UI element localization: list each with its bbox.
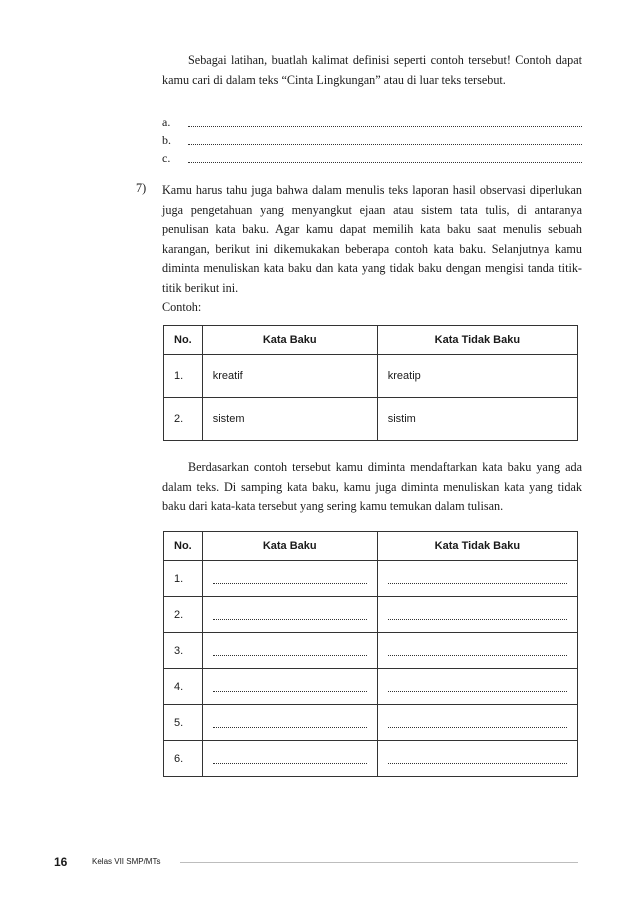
table-row bbox=[164, 705, 578, 741]
kata-tidak-baku-blank[interactable] bbox=[377, 633, 577, 669]
header-kata-baku: Kata Baku bbox=[202, 326, 377, 355]
instruction-text: Berdasarkan contoh tersebut kamu diminta mendaftarkan kata baku yang ada dalam teks. Di samping kata baku, kamu juga diminta menuliskan kata yang tidak baku dari kata-kata tersebut yang sering kamu temukan dalam tulisan. bbox=[162, 460, 582, 513]
answer-letter: b. bbox=[162, 133, 171, 147]
answer-line-a[interactable] bbox=[162, 115, 582, 133]
cell-no: 3. bbox=[164, 633, 203, 669]
dotted-blank bbox=[188, 144, 582, 145]
cell-no: 5. bbox=[164, 705, 203, 741]
header-kata-tidak-baku: Kata Tidak Baku bbox=[377, 532, 577, 561]
dotted-blank bbox=[213, 721, 367, 728]
dotted-blank bbox=[388, 721, 567, 728]
answer-letter: a. bbox=[162, 115, 171, 129]
table-row bbox=[164, 633, 578, 669]
instruction-paragraph bbox=[162, 458, 582, 517]
item7-paragraph bbox=[162, 181, 582, 318]
item7-text: Kamu harus tahu juga bahwa dalam menulis teks laporan hasil observasi diperlukan juga pengetahuan yang menyangkut ejaan atau sistem tata tulis, di antaranya penulisan kata baku. Agar kamu dapat memilih kata baku saat menulis sebuah karangan, berikut ini dikemukakan beberapa contoh kata baku. Selanjutnya kamu diminta menuliskan kata baku dan kata yang tidak baku dengan mengisi tanda titik-titik berikut ini. bbox=[162, 183, 582, 295]
exercise-table bbox=[163, 531, 578, 777]
footer-divider bbox=[180, 862, 578, 863]
kata-tidak-baku-blank[interactable] bbox=[377, 705, 577, 741]
kata-tidak-baku-blank[interactable] bbox=[377, 597, 577, 633]
intro-text: Sebagai latihan, buatlah kalimat definisi seperti contoh tersebut! Contoh dapat kamu cari di dalam teks “Cinta Lingkungan” atau di luar teks tersebut. bbox=[162, 53, 582, 87]
table-row bbox=[164, 669, 578, 705]
item-number: 7) bbox=[136, 181, 147, 195]
table-row bbox=[164, 741, 578, 777]
dotted-blank bbox=[188, 126, 582, 127]
page-number: 16 bbox=[54, 855, 68, 869]
cell-kata-tidak-baku: kreatip bbox=[377, 355, 577, 398]
dotted-blank bbox=[213, 577, 367, 584]
header-kata-tidak-baku: Kata Tidak Baku bbox=[377, 326, 577, 355]
cell-no: 1. bbox=[164, 561, 203, 597]
dotted-blank bbox=[213, 757, 367, 764]
answer-letter: c. bbox=[162, 151, 171, 165]
header-no: No. bbox=[164, 326, 203, 355]
kata-tidak-baku-blank[interactable] bbox=[377, 561, 577, 597]
dotted-blank bbox=[213, 685, 367, 692]
dotted-blank bbox=[388, 649, 567, 656]
cell-kata-baku: kreatif bbox=[202, 355, 377, 398]
dotted-blank bbox=[388, 685, 567, 692]
dotted-blank bbox=[213, 613, 367, 620]
kata-baku-blank[interactable] bbox=[202, 741, 377, 777]
answer-line-c[interactable] bbox=[162, 151, 582, 169]
kata-baku-blank[interactable] bbox=[202, 705, 377, 741]
kata-baku-blank[interactable] bbox=[202, 669, 377, 705]
cell-kata-baku: sistem bbox=[202, 398, 377, 441]
table-row bbox=[164, 561, 578, 597]
table-header-row bbox=[164, 532, 578, 561]
table-row bbox=[164, 597, 578, 633]
dotted-blank bbox=[188, 162, 582, 163]
dotted-blank bbox=[388, 577, 567, 584]
table-header-row bbox=[164, 326, 578, 355]
cell-no: 2. bbox=[164, 398, 203, 441]
cell-no: 4. bbox=[164, 669, 203, 705]
intro-paragraph bbox=[162, 51, 582, 90]
cell-no: 2. bbox=[164, 597, 203, 633]
kata-tidak-baku-blank[interactable] bbox=[377, 741, 577, 777]
example-table bbox=[163, 325, 578, 441]
table-row bbox=[164, 355, 578, 398]
cell-no: 1. bbox=[164, 355, 203, 398]
dotted-blank bbox=[388, 757, 567, 764]
header-kata-baku: Kata Baku bbox=[202, 532, 377, 561]
contoh-label: Contoh: bbox=[162, 300, 202, 314]
cell-no: 6. bbox=[164, 741, 203, 777]
header-no: No. bbox=[164, 532, 203, 561]
book-title: Kelas VII SMP/MTs bbox=[92, 857, 161, 866]
table-row bbox=[164, 398, 578, 441]
kata-baku-blank[interactable] bbox=[202, 633, 377, 669]
kata-baku-blank[interactable] bbox=[202, 561, 377, 597]
kata-tidak-baku-blank[interactable] bbox=[377, 669, 577, 705]
cell-kata-tidak-baku: sistim bbox=[377, 398, 577, 441]
answer-line-b[interactable] bbox=[162, 133, 582, 151]
dotted-blank bbox=[213, 649, 367, 656]
dotted-blank bbox=[388, 613, 567, 620]
kata-baku-blank[interactable] bbox=[202, 597, 377, 633]
